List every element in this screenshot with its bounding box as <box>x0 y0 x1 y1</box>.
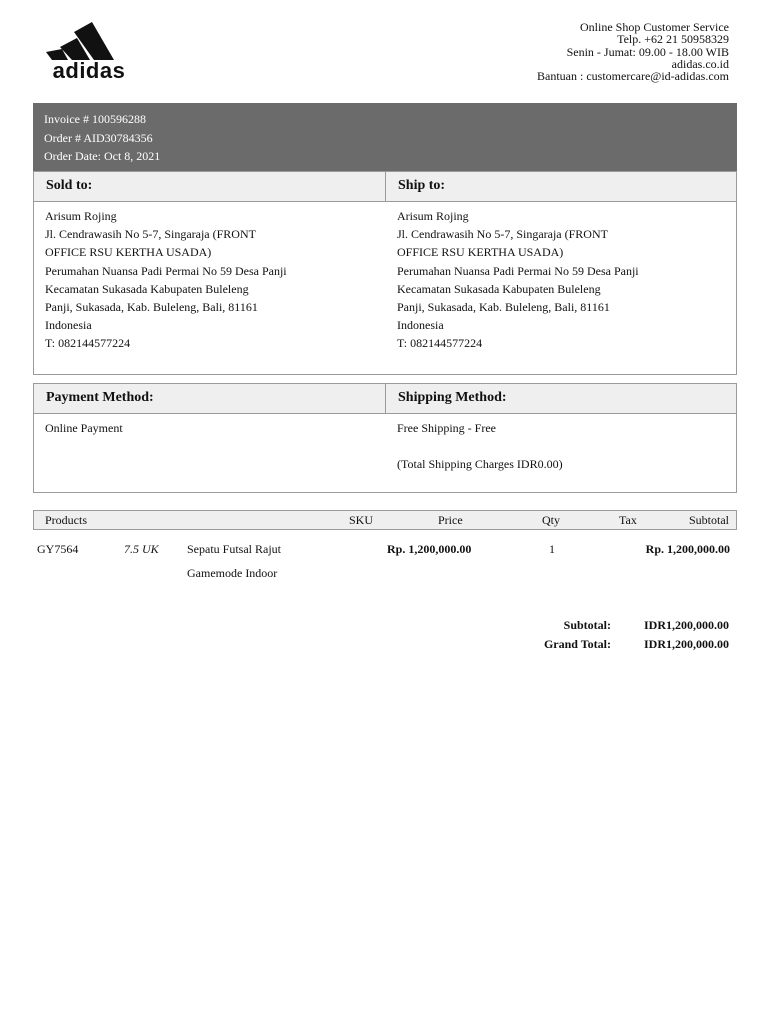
address-line: Panji, Sukasada, Kab. Buleleng, Bali, 81161 <box>45 300 258 315</box>
product-size: 7.5 UK <box>124 542 159 556</box>
product-qty: 1 <box>549 542 555 556</box>
address-line: OFFICE RSU KERTHA USADA) <box>397 245 564 260</box>
grand-total-label: Grand Total: <box>543 636 611 651</box>
payment-shipping-section <box>33 383 737 493</box>
service-website[interactable]: adidas.co.id <box>671 56 729 71</box>
service-title: Online Shop Customer Service <box>580 20 729 34</box>
address-line: Indonesia <box>397 318 444 333</box>
adidas-three-bars-icon <box>42 22 136 62</box>
address-line: Perumahan Nuansa Padi Permai No 59 Desa Panji <box>397 263 639 278</box>
subtotal-value: IDR1,200,000.00 <box>643 618 729 632</box>
shipping-method-details <box>385 414 736 473</box>
service-hours: Senin - Jumat: 09.00 - 18.00 WIB <box>566 44 729 59</box>
address-section <box>33 171 737 375</box>
order-number: Order # AID30784356 <box>44 130 153 145</box>
invoice-number: Invoice # 100596288 <box>44 112 146 126</box>
product-price: Rp. 1,200,000.00 <box>387 542 472 556</box>
product-code: GY7564 <box>37 542 79 556</box>
col-header-price: Price <box>438 513 463 527</box>
address-line: Jl. Cendrawasih No 5-7, Singaraja (FRONT <box>397 227 608 242</box>
customer-service-info <box>537 21 729 82</box>
adidas-logo <box>42 22 136 82</box>
ship-to-address <box>385 202 736 353</box>
order-totals <box>491 616 729 653</box>
ship-to-heading: Ship to: <box>385 172 736 201</box>
address-line: Indonesia <box>45 318 92 333</box>
order-date: Order Date: Oct 8, 2021 <box>44 149 161 163</box>
table-row <box>33 540 737 590</box>
payment-method-value: Online Payment <box>45 421 123 435</box>
products-table-header <box>33 510 737 530</box>
col-header-sku: SKU <box>349 513 374 527</box>
address-line: Kecamatan Sukasada Kabupaten Buleleng <box>45 281 249 296</box>
grand-total-value: IDR1,200,000.00 <box>643 636 729 651</box>
address-line: T: 082144577224 <box>45 336 131 351</box>
sold-to-address <box>34 202 385 353</box>
address-line: Panji, Sukasada, Kab. Buleleng, Bali, 81161 <box>397 300 610 315</box>
service-phone: Telp. +62 21 50958329 <box>617 32 729 47</box>
logo-wordmark: adidas <box>52 58 126 83</box>
subtotal-label: Subtotal: <box>563 618 611 632</box>
address-line: Perumahan Nuansa Padi Permai No 59 Desa Panji <box>45 263 287 278</box>
service-email[interactable]: Bantuan : customercare@id-adidas.com <box>537 69 729 84</box>
shipping-method-heading: Shipping Method: <box>385 384 736 413</box>
address-line: Kecamatan Sukasada Kabupaten Buleleng <box>397 281 601 296</box>
address-line: Jl. Cendrawasih No 5-7, Singaraja (FRONT <box>45 227 256 242</box>
product-name-line2: Gamemode Indoor <box>187 566 278 580</box>
payment-method-details <box>34 414 385 473</box>
sold-to-heading: Sold to: <box>46 178 93 193</box>
address-line: Arisum Rojing <box>45 209 117 223</box>
product-subtotal: Rp. 1,200,000.00 <box>645 542 730 556</box>
col-header-subtotal: Subtotal <box>688 513 729 527</box>
address-line: T: 082144577224 <box>397 336 483 351</box>
col-header-qty: Qty <box>542 513 560 527</box>
address-line: Arisum Rojing <box>397 209 469 223</box>
address-line: OFFICE RSU KERTHA USADA) <box>45 245 212 260</box>
shipping-method-value: Free Shipping - Free <box>397 421 496 435</box>
product-name-line1: Sepatu Futsal Rajut <box>187 542 281 556</box>
col-header-tax: Tax <box>619 513 637 527</box>
invoice-header <box>33 103 737 171</box>
col-header-products: Products <box>45 513 87 527</box>
shipping-charges: (Total Shipping Charges IDR0.00) <box>397 457 563 472</box>
payment-method-heading: Payment Method: <box>46 390 154 405</box>
